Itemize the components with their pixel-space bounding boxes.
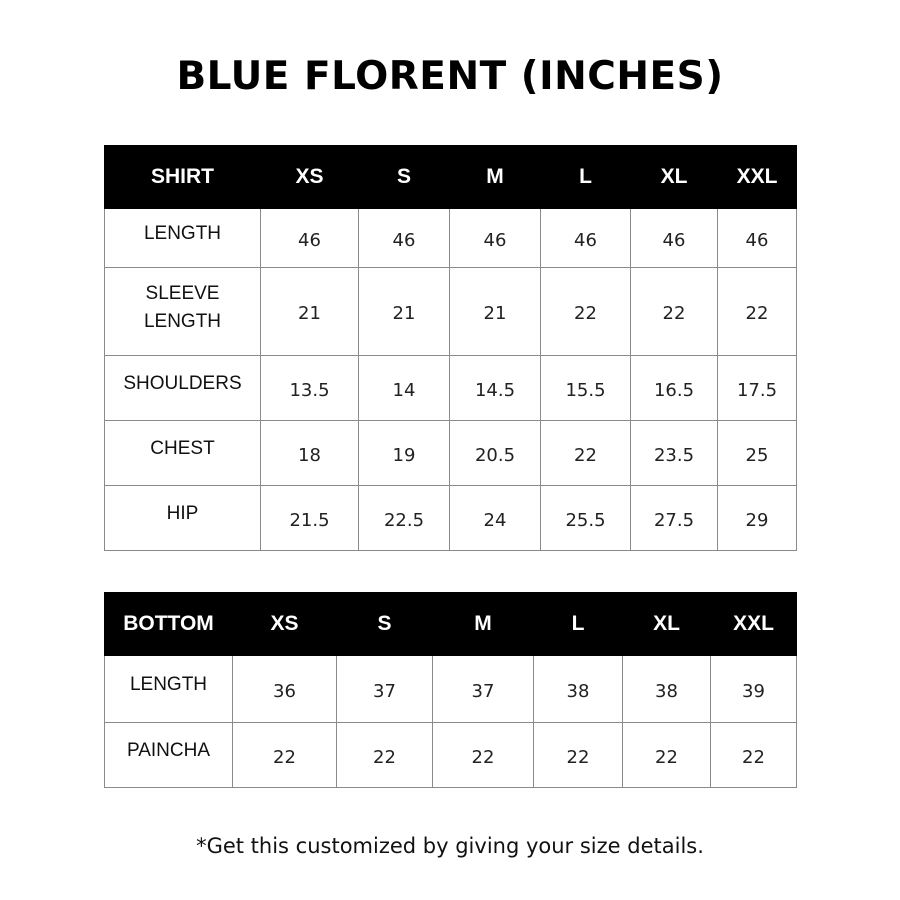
table-row xyxy=(105,268,797,356)
table-cell: 46 xyxy=(298,229,321,251)
bottom-header-label: BOTTOM xyxy=(105,593,233,656)
row-label-length: LENGTH xyxy=(143,223,222,244)
table-cell: 38 xyxy=(655,680,678,702)
size-header-xxl: XXL xyxy=(711,593,797,656)
table-cell: 46 xyxy=(574,229,597,251)
table-cell: 14 xyxy=(392,379,416,401)
table-cell: 22 xyxy=(655,746,678,768)
table-cell: 24 xyxy=(483,509,507,531)
table-row xyxy=(105,656,797,723)
table-cell: 36 xyxy=(273,680,296,702)
table-cell: 46 xyxy=(392,229,416,251)
shirt-size-table xyxy=(104,145,797,551)
table-cell: 37 xyxy=(373,680,396,702)
size-header-m: M xyxy=(433,593,534,656)
table-cell: 22 xyxy=(574,303,597,324)
table-cell: 22 xyxy=(566,746,590,768)
table-cell: 37 xyxy=(471,680,495,702)
table-cell: 14.5 xyxy=(474,379,516,401)
table-cell: 21.5 xyxy=(289,509,330,531)
table-cell: 21 xyxy=(392,303,416,324)
table-cell: 16.5 xyxy=(653,379,695,401)
row-label-paincha: PAINCHA xyxy=(126,740,211,761)
table-cell: 17.5 xyxy=(736,379,778,401)
table-cell: 21 xyxy=(483,303,507,324)
table-cell: 22 xyxy=(373,746,396,768)
size-header-m: M xyxy=(450,146,541,209)
table-cell: 39 xyxy=(742,680,765,702)
table-cell: 46 xyxy=(662,229,686,251)
bottom-header-row xyxy=(105,593,797,656)
table-row xyxy=(105,486,797,551)
table-row xyxy=(105,723,797,788)
page-title: BLUE FLORENT (INCHES) xyxy=(176,54,724,99)
table-cell: 22 xyxy=(471,746,495,768)
size-header-l: L xyxy=(541,146,631,209)
size-header-xs: XS xyxy=(233,593,337,656)
table-cell: 29 xyxy=(745,509,769,531)
table-cell: 25.5 xyxy=(565,509,606,531)
row-label-shoulders: SHOULDERS xyxy=(123,373,242,394)
table-cell: 46 xyxy=(483,229,507,251)
size-header-l: L xyxy=(534,593,623,656)
size-header-xl: XL xyxy=(623,593,711,656)
table-row xyxy=(105,356,797,421)
table-cell: 22 xyxy=(745,303,769,324)
table-cell: 22 xyxy=(742,746,765,768)
size-header-xxl: XXL xyxy=(718,146,797,209)
table-cell: 22 xyxy=(662,303,686,324)
table-cell: 22 xyxy=(273,746,296,768)
table-cell: 19 xyxy=(392,444,416,466)
table-cell: 20.5 xyxy=(474,444,516,466)
table-cell: 18 xyxy=(298,444,321,466)
table-cell: 25 xyxy=(745,444,769,466)
table-cell: 46 xyxy=(745,229,769,251)
bottom-size-table xyxy=(104,592,797,788)
table-cell: 38 xyxy=(566,680,590,702)
table-cell: 21 xyxy=(298,303,321,324)
size-header-s: S xyxy=(359,146,450,209)
table-cell: 22 xyxy=(574,444,597,466)
table-row xyxy=(105,421,797,486)
size-header-xl: XL xyxy=(631,146,718,209)
table-cell: 23.5 xyxy=(653,444,695,466)
shirt-header-label: SHIRT xyxy=(105,146,261,209)
table-cell: 13.5 xyxy=(289,379,330,401)
table-row xyxy=(105,209,797,268)
row-label-hip: HIP xyxy=(166,503,199,524)
size-header-s: S xyxy=(337,593,433,656)
row-label-sleeve-length: SLEEVE LENGTH xyxy=(143,282,222,332)
row-label-chest: CHEST xyxy=(150,438,215,459)
shirt-header-row xyxy=(105,146,797,209)
row-label-length: LENGTH xyxy=(129,674,208,695)
customization-note: *Get this customized by giving your size details. xyxy=(196,834,704,858)
table-cell: 27.5 xyxy=(653,509,695,531)
table-cell: 22.5 xyxy=(383,509,425,531)
size-header-xs: XS xyxy=(261,146,359,209)
table-cell: 15.5 xyxy=(565,379,606,401)
